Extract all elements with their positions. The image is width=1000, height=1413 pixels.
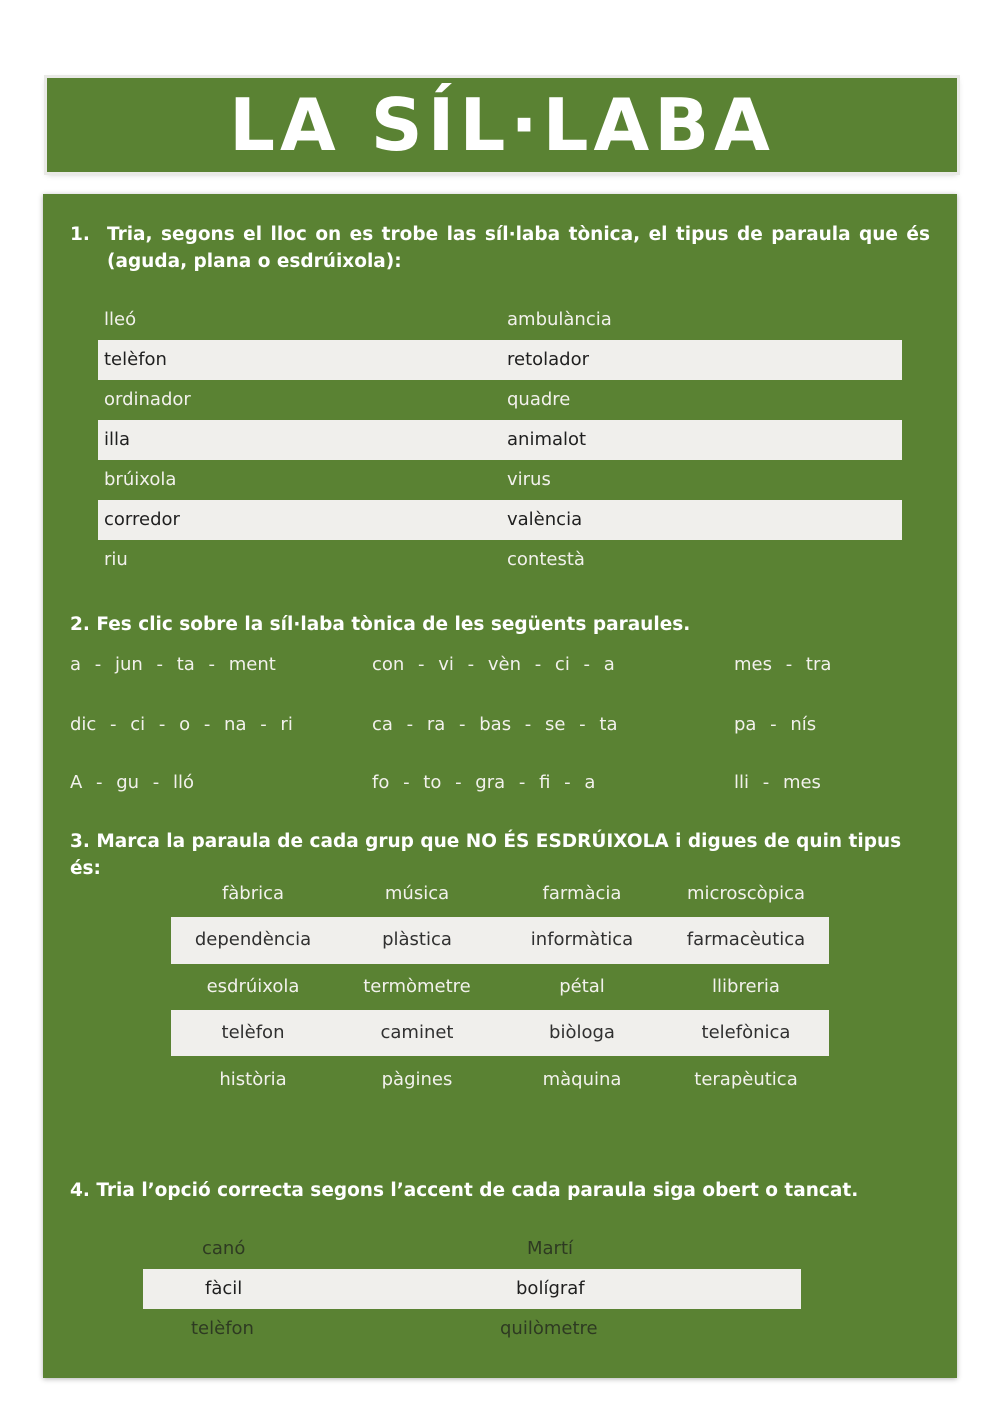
q1-word[interactable]: ambulància bbox=[507, 309, 612, 330]
q3-word[interactable]: màquina bbox=[542, 1069, 622, 1090]
q3-word[interactable]: fàbrica bbox=[221, 883, 285, 904]
page-title: LA SÍL·LABA bbox=[229, 83, 775, 167]
q3-word[interactable]: esdrúixola bbox=[206, 976, 300, 997]
q3-word[interactable]: telefònica bbox=[701, 1022, 791, 1043]
q2-word-syllables[interactable]: dic - ci - o - na - ri bbox=[70, 714, 293, 735]
q3-instruction: 3. Marca la paraula de cada grup que NO ÉS ESDRÚIXOLA i digues de quin tipus és: bbox=[70, 831, 902, 879]
q2-word-syllables[interactable]: ca - ra - bas - se - ta bbox=[372, 714, 618, 735]
q3-word[interactable]: dependència bbox=[194, 929, 312, 950]
q3-word[interactable]: farmacèutica bbox=[686, 929, 806, 950]
q4-word[interactable]: telèfon bbox=[191, 1318, 254, 1339]
q1-row-band bbox=[98, 340, 902, 380]
q4-word[interactable]: bolígraf bbox=[516, 1278, 585, 1299]
q3-word[interactable]: música bbox=[384, 883, 450, 904]
q3-word[interactable]: pàgines bbox=[381, 1069, 453, 1090]
q2-word-syllables[interactable]: a - jun - ta - ment bbox=[70, 654, 276, 675]
q3-word[interactable]: terapèutica bbox=[694, 1069, 798, 1090]
q1-word[interactable]: lleó bbox=[104, 309, 137, 330]
q3-word[interactable]: caminet bbox=[380, 1022, 454, 1043]
q3-word[interactable]: informàtica bbox=[530, 929, 634, 950]
q3-word[interactable]: farmàcia bbox=[542, 883, 622, 904]
q4-word[interactable]: Martí bbox=[527, 1238, 574, 1259]
q3-word[interactable]: plàstica bbox=[382, 929, 452, 950]
q2-instruction: 2. Fes clic sobre la síl·laba tònica de les següents paraules. bbox=[70, 614, 691, 635]
q1-word[interactable]: valència bbox=[507, 509, 583, 530]
q1-word[interactable]: illa bbox=[104, 429, 131, 450]
q1-row-band bbox=[98, 500, 902, 540]
q4-word[interactable]: canó bbox=[202, 1238, 246, 1259]
q3-word[interactable]: microscòpica bbox=[686, 883, 806, 904]
q3-word[interactable]: història bbox=[219, 1069, 287, 1090]
q1-word[interactable]: quadre bbox=[507, 389, 571, 410]
q1-word[interactable]: virus bbox=[507, 469, 551, 490]
q3-word[interactable]: biòloga bbox=[549, 1022, 615, 1043]
q2-word-syllables[interactable]: con - vi - vèn - ci - a bbox=[372, 654, 615, 675]
q1-word[interactable]: riu bbox=[104, 549, 128, 570]
q2-word-syllables[interactable]: mes - tra bbox=[734, 654, 832, 675]
q1-word[interactable]: brúixola bbox=[104, 469, 177, 490]
q4-instruction: 4. Tria l’opció correcta segons l’accent de cada paraula siga obert o tancat. bbox=[70, 1180, 859, 1201]
q1-instruction: Tria, segons el lloc on es trobe las síl·laba tònica, el tipus de paraula que és (aguda, plana o esdrúixola): bbox=[107, 224, 930, 272]
q1-word[interactable]: ordinador bbox=[104, 389, 191, 410]
q1-row-band bbox=[98, 420, 902, 460]
q3-word[interactable]: llibreria bbox=[712, 976, 780, 997]
worksheet-panel bbox=[43, 194, 957, 1378]
q4-word[interactable]: fàcil bbox=[205, 1278, 243, 1299]
q2-word-syllables[interactable]: A - gu - lló bbox=[70, 772, 195, 793]
q1-number: 1. bbox=[70, 224, 90, 245]
title-banner bbox=[47, 78, 957, 172]
q2-word-syllables[interactable]: fo - to - gra - fi - a bbox=[372, 772, 596, 793]
q1-word[interactable]: corredor bbox=[104, 509, 180, 530]
q1-word[interactable]: telèfon bbox=[104, 349, 167, 370]
q2-word-syllables[interactable]: pa - nís bbox=[734, 714, 817, 735]
q3-word[interactable]: telèfon bbox=[221, 1022, 285, 1043]
q1-word[interactable]: contestà bbox=[507, 549, 585, 570]
q4-word[interactable]: quilòmetre bbox=[500, 1318, 598, 1339]
q3-word[interactable]: pétal bbox=[559, 976, 605, 997]
q1-word[interactable]: retolador bbox=[507, 349, 590, 370]
q2-word-syllables[interactable]: lli - mes bbox=[734, 772, 821, 793]
q1-word[interactable]: animalot bbox=[507, 429, 587, 450]
q3-word[interactable]: termòmetre bbox=[363, 976, 471, 997]
